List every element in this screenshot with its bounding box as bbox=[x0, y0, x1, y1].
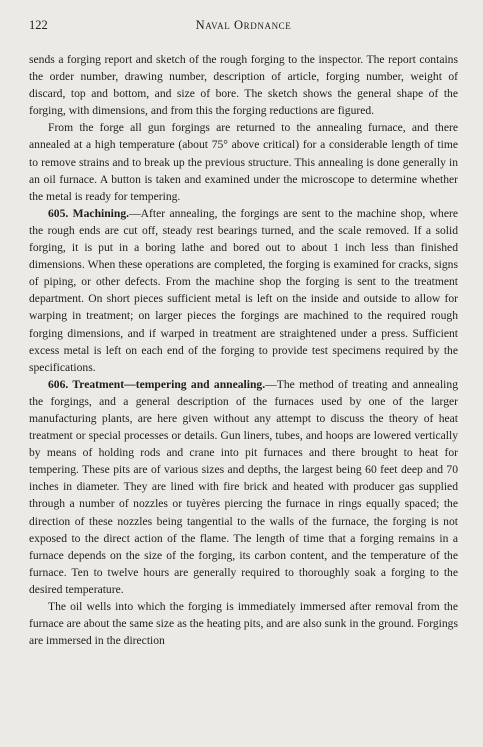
paragraph-forging-report bbox=[29, 51, 458, 119]
paragraph-text: —After annealing, the forgings are sent to the machine shop, where the rough ends are cut off, steady rest bearings turned, and the scale removed. If a solid forging, it is put in a boring lathe and bored out to about 1 inch less than finished dimensions. When these operations are completed, the forging is examined for cracks, signs of piping, or other defects. From the machine shop the forging is sent to the treatment department. On short pieces sufficient metal is left on the inside and outside to allow for warping in treatment; on larger pieces the forgings are machined to the required rough forging dimensions, and if warped in treatment are straightened under a press. Sufficient excess metal is left on each end of the forging to provide test specimens required by the specifications. bbox=[29, 206, 458, 374]
paragraph-oil-wells bbox=[29, 598, 458, 649]
paragraph-text: From the forge all gun forgings are returned to the annealing furnace, and there annealed at a high temperature (about 75° above critical) for a considerable length of time to remove strains and to break up the previous structure. This annealing is done generally in an oil furnace. A button is taken and examined under the microscope to determine whether the metal is ready for tempering. bbox=[29, 121, 458, 203]
section-heading-machining: 605. Machining. bbox=[48, 206, 130, 220]
running-title: Naval Ordnance bbox=[195, 18, 292, 32]
paragraph-annealing bbox=[29, 119, 458, 204]
page-header bbox=[29, 16, 458, 34]
paragraph-machining bbox=[29, 205, 458, 376]
page-number: 122 bbox=[29, 18, 48, 32]
paragraph-text: The oil wells into which the forging is immediately immersed after removal from the furnace are about the same size as the heating pits, and are also sunk in the ground. Forgings are immersed in the direction bbox=[29, 600, 458, 648]
body-text bbox=[29, 51, 458, 649]
paragraph-treatment bbox=[29, 376, 458, 598]
paragraph-text: sends a forging report and sketch of the rough forging to the inspector. The report contains the order number, drawing number, description of article, forging number, weight of discard, top and bottom, and size of bore. The sketch shows the general shape of the forging, with dimensions, and from this the forging reductions are figured. bbox=[29, 53, 458, 118]
paragraph-text: —The method of treating and annealing the forgings, and a general description of the furnaces used by one of the larger manufacturing plants, are here given without any attempt to discuss the theory of heat treatment or special processes or details. Gun liners, tubes, and hoops are lowered vertically by means of holding rods and crane into pit furnaces and there brought to heat for tempering. These pits are of various sizes and depths, the largest being 60 feet deep and 70 inches in diameter. They are lined with fire brick and heated with producer gas supplied through a number of nozzles or tuyères piercing the furnace in rings equally spaced; the direction of these nozzles being tangential to the walls of the furnace, the forging is not exposed to the direct action of the flame. The length of time that a forging remains in a furnace depends on the size of the forging, its carbon content, and the temperature of the furnace. Ten to twelve hours are generally required to thoroughly soak a forging to the desired temperature. bbox=[29, 377, 458, 596]
section-heading-treatment: 606. Treatment—tempering and annealing. bbox=[48, 377, 266, 391]
